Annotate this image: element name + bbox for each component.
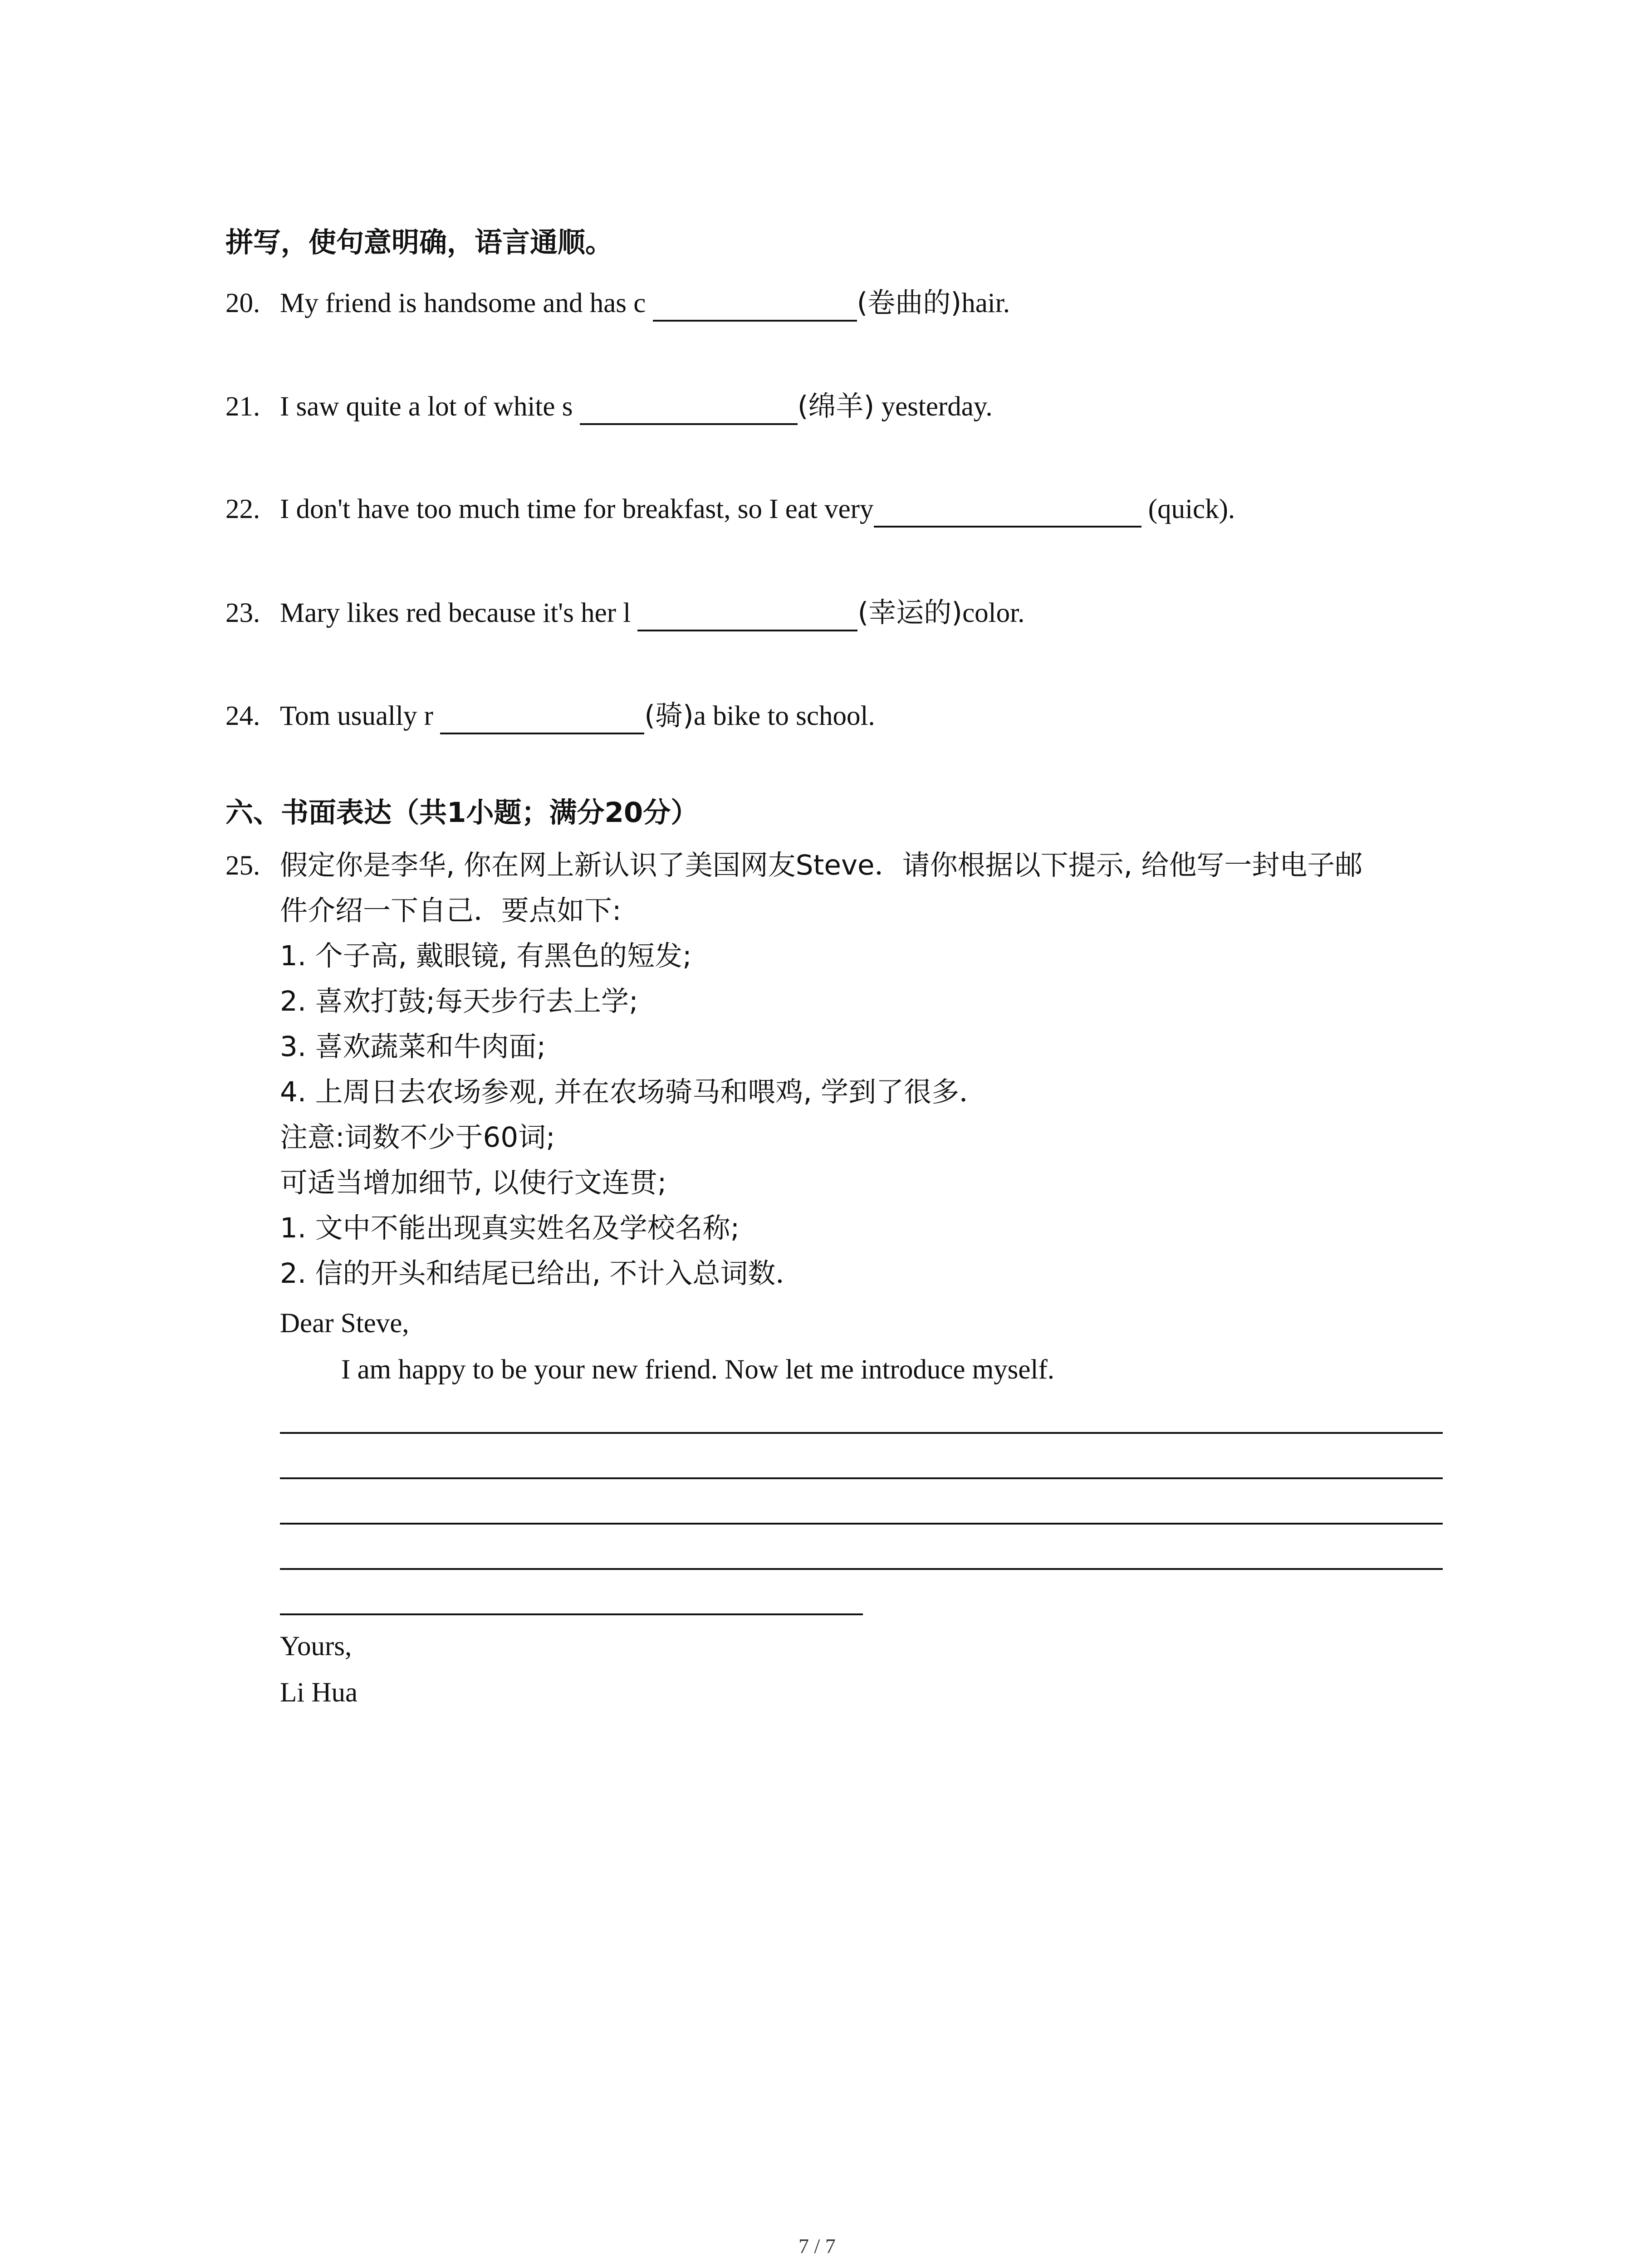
question-23 [225, 595, 1024, 631]
question-20 [225, 285, 1010, 322]
key-point: 2. 喜欢打鼓;每天步行去上学; [280, 985, 638, 1017]
question-text-end: a bike to school. [693, 701, 875, 731]
question-number: 20. [225, 288, 260, 318]
question-text-end: color. [962, 598, 1025, 628]
question-number: 22. [225, 494, 260, 524]
question-text: My friend is handsome and has c [280, 288, 653, 318]
question-text-end: (quick). [1141, 494, 1235, 524]
question-number: 24. [225, 701, 260, 731]
note-line: 注意:词数不少于60词; [280, 1121, 555, 1154]
prompt-line: 件介绍一下自己．要点如下: [280, 894, 622, 927]
key-point: 4. 上周日去农场参观, 并在农场骑马和喂鸡, 学到了很多． [280, 1076, 987, 1108]
question-hint: (骑) [644, 699, 694, 732]
section-instruction: 拼写，使句意明确，语言通顺。 [225, 226, 613, 259]
prompt-line: 假定你是李华, 你在网上新认识了美国网友Steve．请你根据以下提示, 给他写一封电子邮 [280, 849, 1363, 881]
key-point: 1. 个子高, 戴眼镜, 有黑色的短发; [280, 940, 692, 972]
question-hint: (幸运的) [857, 596, 963, 629]
key-point: 3. 喜欢蔬菜和牛肉面; [280, 1031, 546, 1063]
letter-opening: I am happy to be your new friend. Now let me introduce myself. [341, 1354, 1055, 1385]
letter-greeting: Dear Steve, [280, 1308, 409, 1339]
answer-blank[interactable] [637, 598, 857, 631]
question-22 [225, 491, 1235, 528]
question-21 [225, 388, 993, 425]
question-text-end: yesterday. [874, 391, 993, 422]
section-title: 六、书面表达（共1小题；满分20分） [225, 797, 699, 829]
question-number: 21. [225, 391, 260, 422]
letter-closing: Yours, [280, 1631, 352, 1662]
answer-blank[interactable] [653, 288, 857, 322]
note-line: 1. 文中不能出现真实姓名及学校名称; [280, 1212, 740, 1244]
writing-line[interactable] [280, 1523, 1443, 1525]
note-line: 2. 信的开头和结尾已给出, 不计入总词数． [280, 1257, 803, 1290]
answer-blank[interactable] [874, 494, 1141, 528]
question-hint: (卷曲的) [857, 287, 962, 319]
letter-signature: Li Hua [280, 1677, 358, 1708]
note-line: 可适当增加细节, 以使行文连贯; [280, 1167, 667, 1199]
question-text: I don't have too much time for breakfast, so I eat very [280, 494, 874, 524]
writing-line[interactable] [280, 1432, 1443, 1434]
question-text: Mary likes red because it's her l [280, 598, 638, 628]
question-24 [225, 698, 875, 734]
writing-line[interactable] [280, 1568, 1443, 1570]
question-hint: (绵羊) [797, 390, 875, 422]
writing-line[interactable] [280, 1477, 1443, 1479]
answer-blank[interactable] [580, 391, 798, 425]
question-number: 25. [225, 850, 260, 881]
writing-line[interactable] [280, 1613, 863, 1615]
question-text: I saw quite a lot of white s [280, 391, 580, 422]
question-text-end: hair. [961, 288, 1010, 318]
question-number: 23. [225, 598, 260, 628]
question-text: Tom usually r [280, 701, 441, 731]
answer-blank[interactable] [440, 701, 644, 734]
page-number: 7 / 7 [798, 2234, 836, 2258]
question-25 [225, 847, 1362, 884]
